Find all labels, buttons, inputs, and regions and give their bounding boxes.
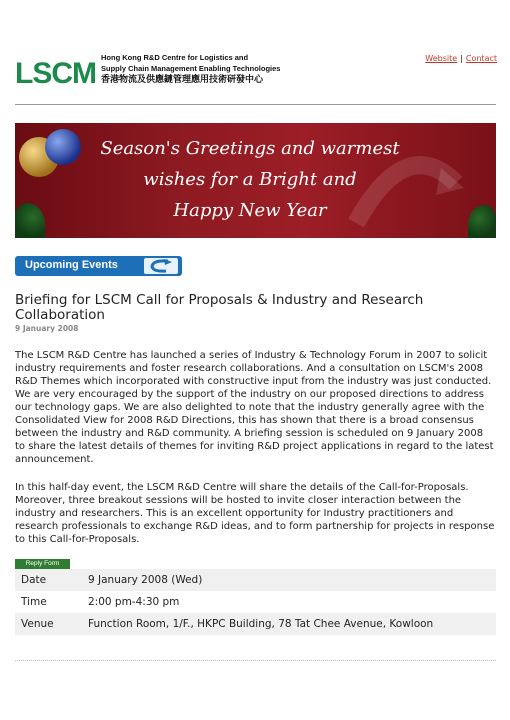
event-title: Briefing for LSCM Call for Proposals & Industry and Research Collaboration xyxy=(15,292,424,323)
holly-left-icon xyxy=(15,203,45,238)
lscm-logo[interactable] xyxy=(15,54,99,94)
seasons-greetings-banner xyxy=(15,123,496,238)
details-row-venue xyxy=(15,613,496,635)
details-label: Date xyxy=(21,574,47,586)
holly-right-icon xyxy=(468,205,496,238)
details-value: 9 January 2008 (Wed) xyxy=(88,574,203,586)
contact-link[interactable]: Contact xyxy=(465,54,497,63)
top-links xyxy=(425,54,497,63)
event-description-2: In this half-day event, the LSCM R&D Centre will share the details of the Call-for-Proposals. Moreover, three breakout sessions will be hosted to invite closer interaction between the industry and researchers. This is an excellent opportunity for Industry practitioners and research professionals to exchange R&D ideas, and to form partnership for projects in response to this Call-for-Proposals. xyxy=(15,482,495,545)
banner-line2: wishes for a Bright and xyxy=(143,169,357,190)
event-details-table xyxy=(15,569,496,635)
details-row-time xyxy=(15,591,496,613)
organization-name xyxy=(101,52,280,86)
logo-text: LSCM xyxy=(15,57,96,90)
banner-line1: Season's Greetings and warmest xyxy=(100,138,400,159)
details-label: Venue xyxy=(21,618,54,630)
header-divider xyxy=(15,104,496,105)
swoosh-icon xyxy=(144,258,178,274)
reply-form-button[interactable]: Reply Form xyxy=(15,559,70,569)
event-description-1: The LSCM R&D Centre has launched a series of Industry & Technology Forum in 2007 to solicit industry requirements and foster research collaborations. And a consultation on LSCM's 2008 R&D Themes which incorporated with constructive input from the industry was just conducted. We are very encouraged by the support of the industry on our proposed directions to address our technology gaps. We are also delighted to note that the industry generally agree with the Consolidated View for 2008 R&D Directions, this has shown that there is a broad consensus between the industry and R&D community. A briefing session is scheduled on 9 January 2008 to share the latest details of themes for inviting R&D project applications in regard to the latest announcement. xyxy=(15,350,494,465)
upcoming-events-header xyxy=(15,256,182,276)
event-date: 9 January 2008 xyxy=(15,324,79,333)
footer-divider xyxy=(15,660,496,661)
org-name-zh: 香港物流及供應鏈管理應用技術研發中心 xyxy=(101,75,264,85)
details-label: Time xyxy=(21,596,47,608)
ornament-blue-icon xyxy=(45,129,81,165)
org-name-en-line2: Supply Chain Management Enabling Technologies xyxy=(101,64,281,73)
section-label: Upcoming Events xyxy=(25,259,118,271)
org-name-en-line1: Hong Kong R&D Centre for Logistics and xyxy=(101,53,249,62)
banner-greeting xyxy=(85,133,415,226)
details-value: Function Room, 1/F., HKPC Building, 78 Tat Chee Avenue, Kowloon xyxy=(88,618,434,630)
details-value: 2:00 pm-4:30 pm xyxy=(88,596,180,608)
details-row-date xyxy=(15,569,496,591)
link-separator: | xyxy=(460,54,463,63)
website-link[interactable]: Website xyxy=(425,54,458,63)
banner-line3: Happy New Year xyxy=(173,200,327,221)
